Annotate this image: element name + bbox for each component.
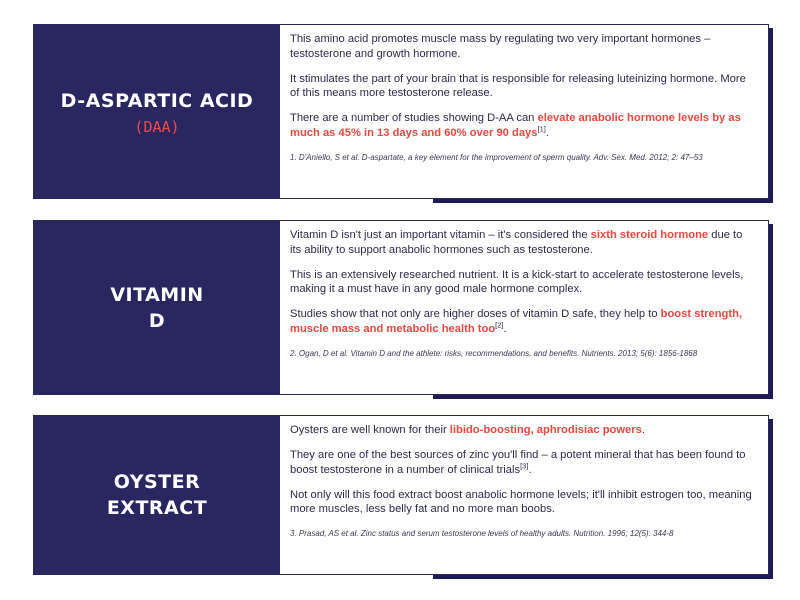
paragraph-1: This amino acid promotes muscle mass by regulating two very important hormones – testosterone and growth hormone. xyxy=(290,33,711,60)
ingredient-card-vitamin-d xyxy=(33,220,769,395)
paragraph-1 xyxy=(290,423,756,438)
highlight-text: sixth steroid hormone xyxy=(590,229,709,241)
card-title: D-ASPARTIC ACID xyxy=(60,89,254,112)
paragraph-1-text: Vitamin D isn't just an important vitamin – it's considered the xyxy=(290,229,591,241)
paragraph-3 xyxy=(290,307,756,336)
paragraph-3: Not only will this food extract boost anabolic hormone levels; it'll inhibit estrogen too, meaning more muscles, less belly fat and no more man boobs. xyxy=(290,488,752,515)
reference-note: 2. Ogan, D et al. Vitamin D and the athlete: risks, recommendations, and benefits. Nutrients. 2013; 5(6): 1856-1868 xyxy=(290,348,698,358)
paragraph-2: It stimulates the part of your brain that is responsible for releasing luteinizing hormone. More of this means more testosterone release. xyxy=(290,72,746,99)
citation-marker: [2] xyxy=(495,319,504,329)
card-title-panel xyxy=(34,416,280,574)
card-title-line-2: EXTRACT xyxy=(106,497,208,519)
highlight-text: libido-boosting, aphrodisiac powers xyxy=(449,424,642,436)
card-box xyxy=(33,415,769,575)
highlight-text: boost strength, muscle mass and metabolic health too xyxy=(290,308,743,335)
card-box xyxy=(33,24,769,199)
reference-note: 3. Prasad, AS et al. Zinc status and serum testosterone levels of healthy adults. Nutrition. 1996; 12(5): 344-8 xyxy=(290,529,674,538)
paragraph-1-end: . xyxy=(641,424,645,436)
card-title-line-1: OYSTER xyxy=(113,471,201,493)
paragraph-3-text: Studies show that not only are higher doses of vitamin D safe, they help to xyxy=(290,308,661,320)
card-title-panel xyxy=(34,25,280,198)
paragraph-2 xyxy=(290,448,756,477)
ingredient-card-oyster xyxy=(33,415,769,575)
card-box xyxy=(33,220,769,395)
card-title-line-2: D xyxy=(148,309,166,332)
paragraph-2: This is an extensively researched nutrient. It is a kick-start to accelerate testosterone levels, making it a must have in any good male hormone complex. xyxy=(290,268,744,295)
paragraph-1 xyxy=(290,228,756,257)
citation-marker: [3] xyxy=(520,460,529,470)
card-body xyxy=(280,416,768,574)
citation-marker: [1] xyxy=(537,123,546,133)
paragraph-3 xyxy=(290,111,756,140)
reference-note: 1. D'Aniello, S et al. D-aspartate, a key element for the improvement of sperm quality. Adv. Sex. Med. 2012; 2: 47–53 xyxy=(290,152,703,162)
highlight-text: elevate anabolic hormone levels by as much as 45% in 13 days and 60% over 90 days xyxy=(290,112,741,139)
ingredient-card-daa xyxy=(33,24,769,199)
paragraph-1-end: due to its ability to support anabolic hormones such as testosterone. xyxy=(290,229,743,256)
card-body xyxy=(280,25,768,198)
card-title-panel xyxy=(34,221,280,394)
card-subtitle: (DAA) xyxy=(134,117,180,136)
card-body xyxy=(280,221,768,394)
paragraph-3-end: . xyxy=(545,126,549,139)
paragraph-1-text: Oysters are well known for their xyxy=(290,424,450,436)
paragraph-2-end: . xyxy=(528,463,532,476)
paragraph-3-text: There are a number of studies showing D-AA can xyxy=(290,112,538,124)
card-title-line-1: VITAMIN xyxy=(110,283,204,306)
paragraph-3-end: . xyxy=(503,322,507,335)
paragraph-2-text: They are one of the best sources of zinc you'll find – a potent mineral that has been found to boost testosterone in a number of clinical trials xyxy=(290,449,746,476)
